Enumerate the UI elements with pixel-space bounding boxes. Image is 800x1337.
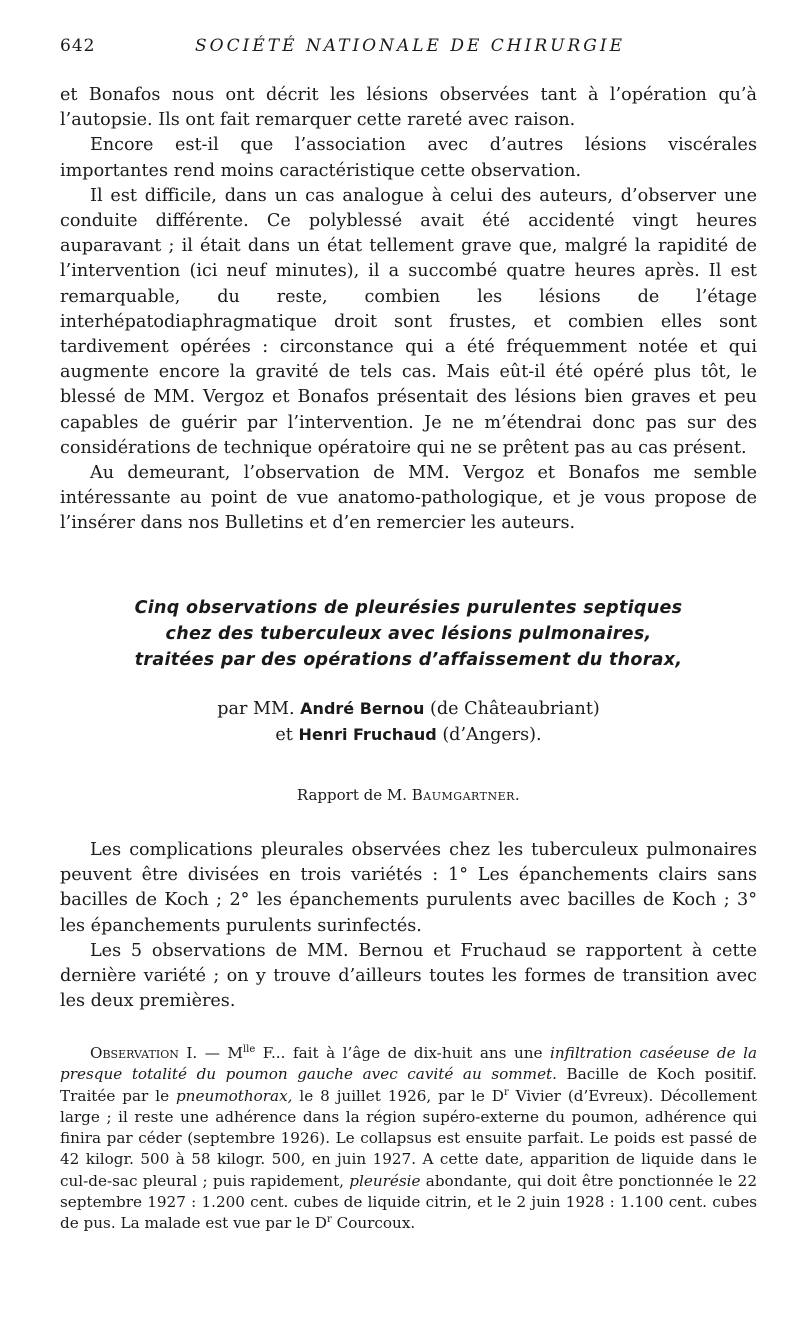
author-name: André Bernou	[300, 699, 425, 718]
obs-text: F... fait à l’âge de dix-huit ans une	[255, 1044, 551, 1062]
obs-sup: r	[504, 1086, 509, 1098]
rapporteur-name: Baumgartner.	[411, 786, 521, 804]
byline-and: et	[275, 725, 293, 745]
article-text	[60, 838, 757, 1014]
paragraph: Il est difficile, dans un cas analogue à celui des auteurs, d’observer une conduite différente. Ce polyblessé avait été accidenté vingt heures auparavant ; il était dans un état tellement grave que, malgré la rapidité de l’intervention (ici neuf minutes), il a succombé quatre heures après. Il est remarquable, du reste, combien les lésions de l’étage interhépatodiaphragmatique droit sont frustes, et combien elles sont tardivement opérées : circonstance qui a été fréquemment notée et qui augmente encore la gravité de tels cas. Mais eût-il été opéré plus tôt, le blessé de MM. Vergoz et Bonafos présentait des lésions bien graves et peu capables de guérir par l’intervention. Je ne m’étendrai donc pas sur des considérations de technique opératoire qui ne se prêtent pas au cas présent.	[60, 185, 757, 458]
page-header	[60, 36, 760, 60]
page-number: 642	[60, 36, 96, 56]
byline-line-2	[60, 722, 757, 748]
obs-italic: infiltration caséeuse de la presque totalité du poumon gauche avec cavité au sommet.	[60, 1044, 758, 1084]
author-name: Henri Fruchaud	[298, 725, 437, 744]
author-place: (de Châteaubriant)	[430, 699, 600, 719]
obs-italic: pleurésie	[349, 1171, 421, 1190]
byline-line-1	[60, 696, 757, 722]
observation-label: Observation I.	[90, 1044, 198, 1062]
paragraph: et Bonafos nous ont décrit les lésions observées tant à l’opération qu’à l’autopsie. Ils ont fait remarquer cette rareté avec raison.	[60, 85, 757, 131]
obs-text: Bacille de Koch positif. Traitée par le	[60, 1065, 757, 1105]
article-title	[60, 595, 757, 673]
paragraph: Les complications pleurales observées chez les tuberculeux pulmonaires peuvent être divisées en trois variétés : 1° Les épanchements clairs sans bacilles de Koch ; 2° les épanchements purulents avec bacilles de Koch ; 3° les épanchements purulents surinfectés.	[60, 840, 757, 936]
author-place: (d’Angers).	[442, 725, 542, 745]
observation-1	[60, 1043, 757, 1235]
obs-sup: lle	[242, 1043, 256, 1055]
obs-text: Vivier (d’Evreux). Décollement large ; il reste une adhérence dans la région supéro-externe du poumon, adhérence qui finira par céder (septembre 1926). Le collapsus est ensuite parfait. Le poids est passé de 42 kilogr. 500 à 58 kilogr. 500, en juin 1927. A cette date, apparition de liquide dans le cul-de-sac pleural ; puis rapidement,	[60, 1086, 757, 1190]
report-prefix: Rapport de M.	[296, 786, 407, 804]
title-line: traitées par des opérations d’affaissement du thorax,	[134, 650, 683, 670]
title-line: chez des tuberculeux avec lésions pulmonaires,	[165, 624, 652, 644]
obs-text: — M	[204, 1044, 243, 1062]
obs-text: le 8 juillet 1926, par le D	[292, 1086, 504, 1105]
obs-text: Courcoux.	[331, 1214, 416, 1233]
byline-prefix: par MM.	[217, 699, 295, 719]
paragraph: Encore est-il que l’association avec d’autres lésions viscérales importantes rend moins caractéristique cette observation.	[60, 135, 757, 181]
intro-text	[60, 83, 757, 537]
running-title: SOCIÉTÉ NATIONALE DE CHIRURGIE	[195, 36, 625, 56]
byline	[60, 696, 757, 748]
obs-sup: r	[326, 1214, 332, 1226]
obs-italic: pneumothorax,	[175, 1086, 293, 1105]
title-line: Cinq observations de pleurésies purulentes septiques	[134, 598, 683, 618]
report-line	[60, 786, 757, 804]
obs-text: abondante, qui doit être ponctionnée le 22 septembre 1927 : 1.200 cent. cubes de liquide citrin, et le 2 juin 1928 : 1.100 cent. cubes de pus. La malade est vue par le D	[60, 1171, 757, 1233]
paragraph: Au demeurant, l’observation de MM. Vergoz et Bonafos me semble intéressante au point de vue anatomo-pathologique, et je vous propose de l’insérer dans nos Bulletins et d’en remercier les auteurs.	[60, 463, 757, 534]
paragraph: Les 5 observations de MM. Bernou et Fruchaud se rapportent à cette dernière variété ; on y trouve d’ailleurs toutes les formes de transition avec les deux premières.	[60, 940, 757, 1012]
